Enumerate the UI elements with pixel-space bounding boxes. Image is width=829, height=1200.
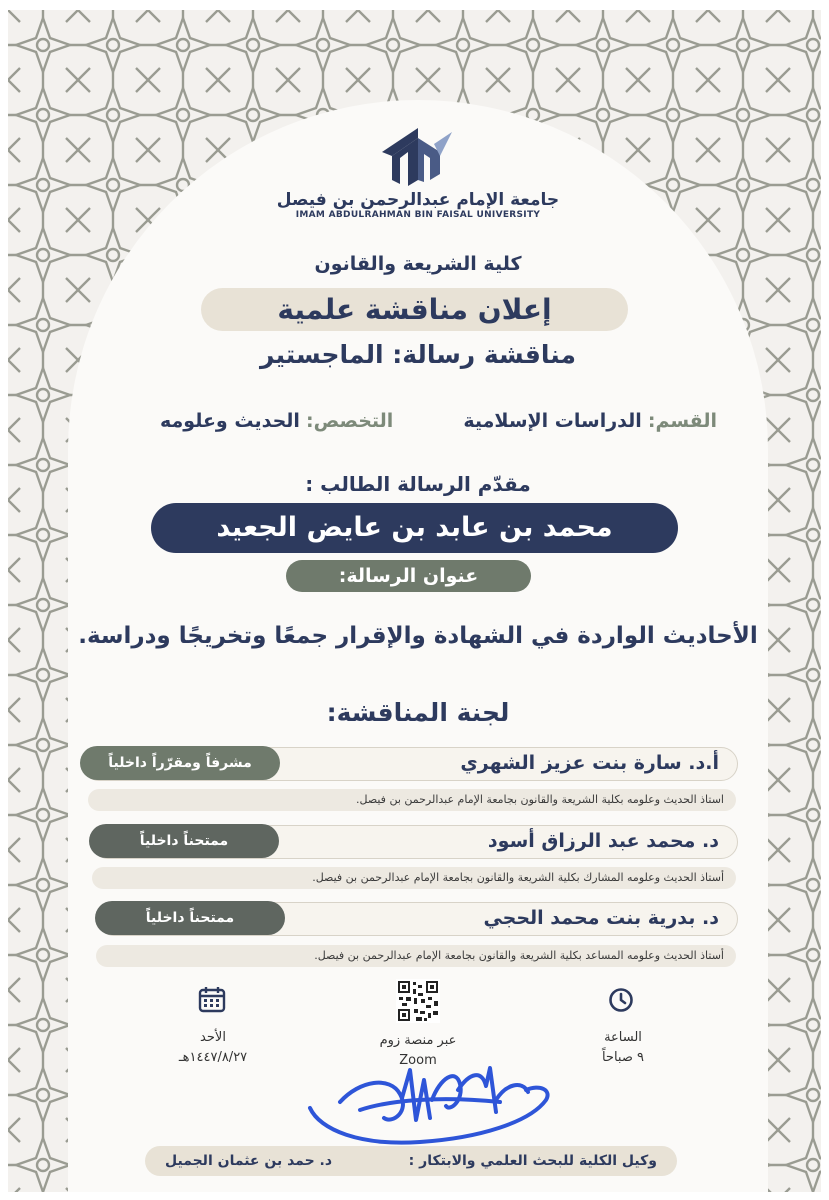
discussion-type: مناقشة رسالة: الماجستير bbox=[260, 340, 576, 369]
platform-name: Zoom bbox=[399, 1053, 437, 1068]
member-description: استاذ الحديث وعلومه بكلية الشريعة والقانون بجامعة الإمام عبدالرحمن بن فيصل. bbox=[88, 789, 736, 811]
presenter-label: مقدّم الرسالة الطالب : bbox=[305, 472, 531, 496]
specialization-row bbox=[160, 410, 393, 432]
signature bbox=[300, 1060, 560, 1150]
poster bbox=[8, 10, 821, 1192]
vice-dean-footer bbox=[145, 1146, 677, 1176]
university-logo bbox=[378, 122, 458, 192]
student-name: محمد بن عابد بن عايض الجعيد bbox=[151, 503, 678, 553]
platform-label: عبر منصة زوم bbox=[379, 1033, 457, 1048]
member-description: أستاذ الحديث وعلومه المساعد بكلية الشريعة والقانون بجامعة الإمام عبدالرحمن بن فيصل. bbox=[96, 945, 736, 967]
department-label: القسم: bbox=[647, 410, 717, 432]
university-name-ar: جامعة الإمام عبدالرحمن بن فيصل bbox=[276, 190, 560, 210]
committee-member-2 bbox=[91, 825, 738, 859]
specialization-value: الحديث وعلومه bbox=[160, 410, 300, 432]
vice-dean-title: وكيل الكلية للبحث العلمي والابتكار : bbox=[408, 1153, 657, 1169]
member-role-badge: ممتحناً داخلياً bbox=[95, 901, 285, 935]
member-name: د. بدرية بنت محمد الحجي bbox=[483, 907, 719, 929]
university-name-en: IMAM ABDULRAHMAN BIN FAISAL UNIVERSITY bbox=[295, 210, 541, 220]
college-name: كلية الشريعة والقانون bbox=[314, 253, 522, 275]
clock-icon bbox=[608, 987, 634, 1013]
committee-title: لجنة المناقشة: bbox=[326, 698, 510, 727]
member-role-badge: مشرفاً ومقرّراً داخلياً bbox=[80, 746, 280, 780]
department-row bbox=[463, 410, 717, 432]
committee-member-3 bbox=[97, 902, 738, 936]
thesis-title: الأحاديث الواردة في الشهادة والإقرار جمعًا وتخريجًا ودراسة. bbox=[78, 623, 758, 649]
member-description: أستاذ الحديث وعلومه المشارك بكلية الشريعة والقانون بجامعة الإمام عبدالرحمن بن فيصل. bbox=[92, 867, 736, 889]
date-label: ١٤٤٧/٨/٢٧هـ bbox=[178, 1050, 248, 1065]
calendar-icon bbox=[198, 985, 226, 1013]
member-name: د. محمد عبد الرزاق أسود bbox=[487, 830, 719, 852]
specialization-label: التخصص: bbox=[305, 410, 394, 432]
member-role-badge: ممتحناً داخلياً bbox=[89, 824, 279, 858]
day-label: الأحد bbox=[200, 1030, 226, 1045]
announcement-title: إعلان مناقشة علمية bbox=[201, 288, 628, 331]
thesis-label: عنوان الرسالة: bbox=[286, 560, 531, 592]
committee-member-1 bbox=[82, 747, 738, 781]
vice-dean-name: د. حمد بن عثمان الجميل bbox=[165, 1153, 333, 1169]
department-value: الدراسات الإسلامية bbox=[463, 410, 642, 432]
time-label: الساعة bbox=[604, 1030, 642, 1045]
time-value: ٩ صباحاً bbox=[601, 1050, 645, 1065]
qr-code-icon[interactable] bbox=[396, 979, 440, 1023]
member-name: أ.د. سارة بنت عزيز الشهري bbox=[460, 752, 719, 774]
